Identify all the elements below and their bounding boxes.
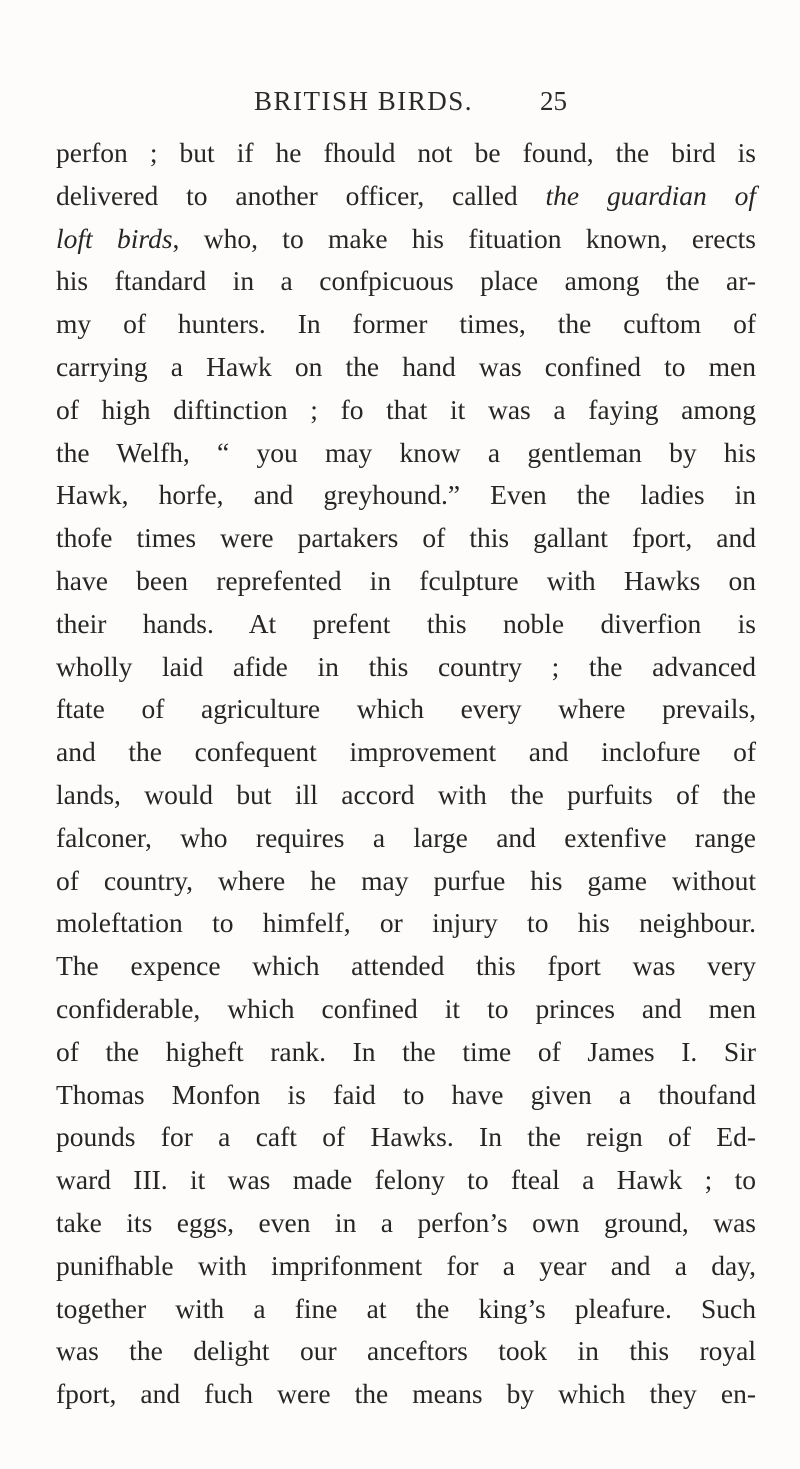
page-number: 25 [540,86,567,116]
text-line: thofe times were partakers of this gallant fport, and [56,522,756,554]
text-line: fport, and fuch were the means by which they en- [56,1378,756,1410]
running-title: BRITISH BIRDS. [254,86,474,116]
text-line: confiderable, which confined it to princes and men [56,992,756,1024]
text-line: carrying a Hawk on the hand was confined to men [56,350,756,382]
italic-phrase: loft birds [56,222,173,254]
text-line: punifhable with imprifonment for a year and a day, [56,1249,756,1281]
text-line: The expence which attended this fport was very [56,950,756,982]
text-line: their hands. At prefent this noble diverfion is [56,607,756,639]
text-line: Hawk, horfe, and greyhound.” Even the ladies in [56,479,756,511]
text-line: and the confequent improvement and inclofure of [56,736,756,768]
running-head [0,86,800,126]
text-line: moleftation to himfelf, or injury to his neighbour. [56,907,756,939]
text-line: of the higheft rank. In the time of James I. Sir [56,1035,756,1067]
text-line: of high diftinction ; fo that it was a faying among [56,393,756,425]
text-line: of country, where he may purfue his game without [56,864,756,896]
text-line: my of hunters. In former times, the cuftom of [56,308,756,340]
text-line: was the delight our anceftors took in this royal [56,1335,756,1367]
text-line: together with a fine at the king’s pleafure. Such [56,1292,756,1324]
text-line: loft birds, who, to make his fituation known, erects [56,222,756,254]
text-line: falconer, who requires a large and extenfive range [56,821,756,853]
text-line: take its eggs, even in a perfon’s own ground, was [56,1206,756,1238]
text-line: delivered to another officer, called the guardian of [56,179,757,211]
text-line: his ftandard in a confpicuous place among the ar- [56,265,756,297]
text-line: ftate of agriculture which every where prevails, [56,693,756,725]
text-line: perfon ; but if he fhould not be found, the bird is [56,137,756,168]
text-line: pounds for a caft of Hawks. In the reign of Ed- [56,1121,756,1153]
text-line: ward III. it was made felony to fteal a Hawk ; to [56,1164,756,1196]
text-line: wholly laid afide in this country ; the advanced [56,650,756,682]
text-line: the Welfh, “ you may know a gentleman by his [56,436,756,468]
text-line: lands, would but ill accord with the purfuits of the [56,778,756,810]
text-line: Thomas Monfon is faid to have given a thoufand [56,1078,756,1110]
italic-phrase: the guardian of [545,179,757,211]
body-text [56,132,756,1416]
text-line: have been reprefented in fculpture with Hawks on [56,564,756,596]
